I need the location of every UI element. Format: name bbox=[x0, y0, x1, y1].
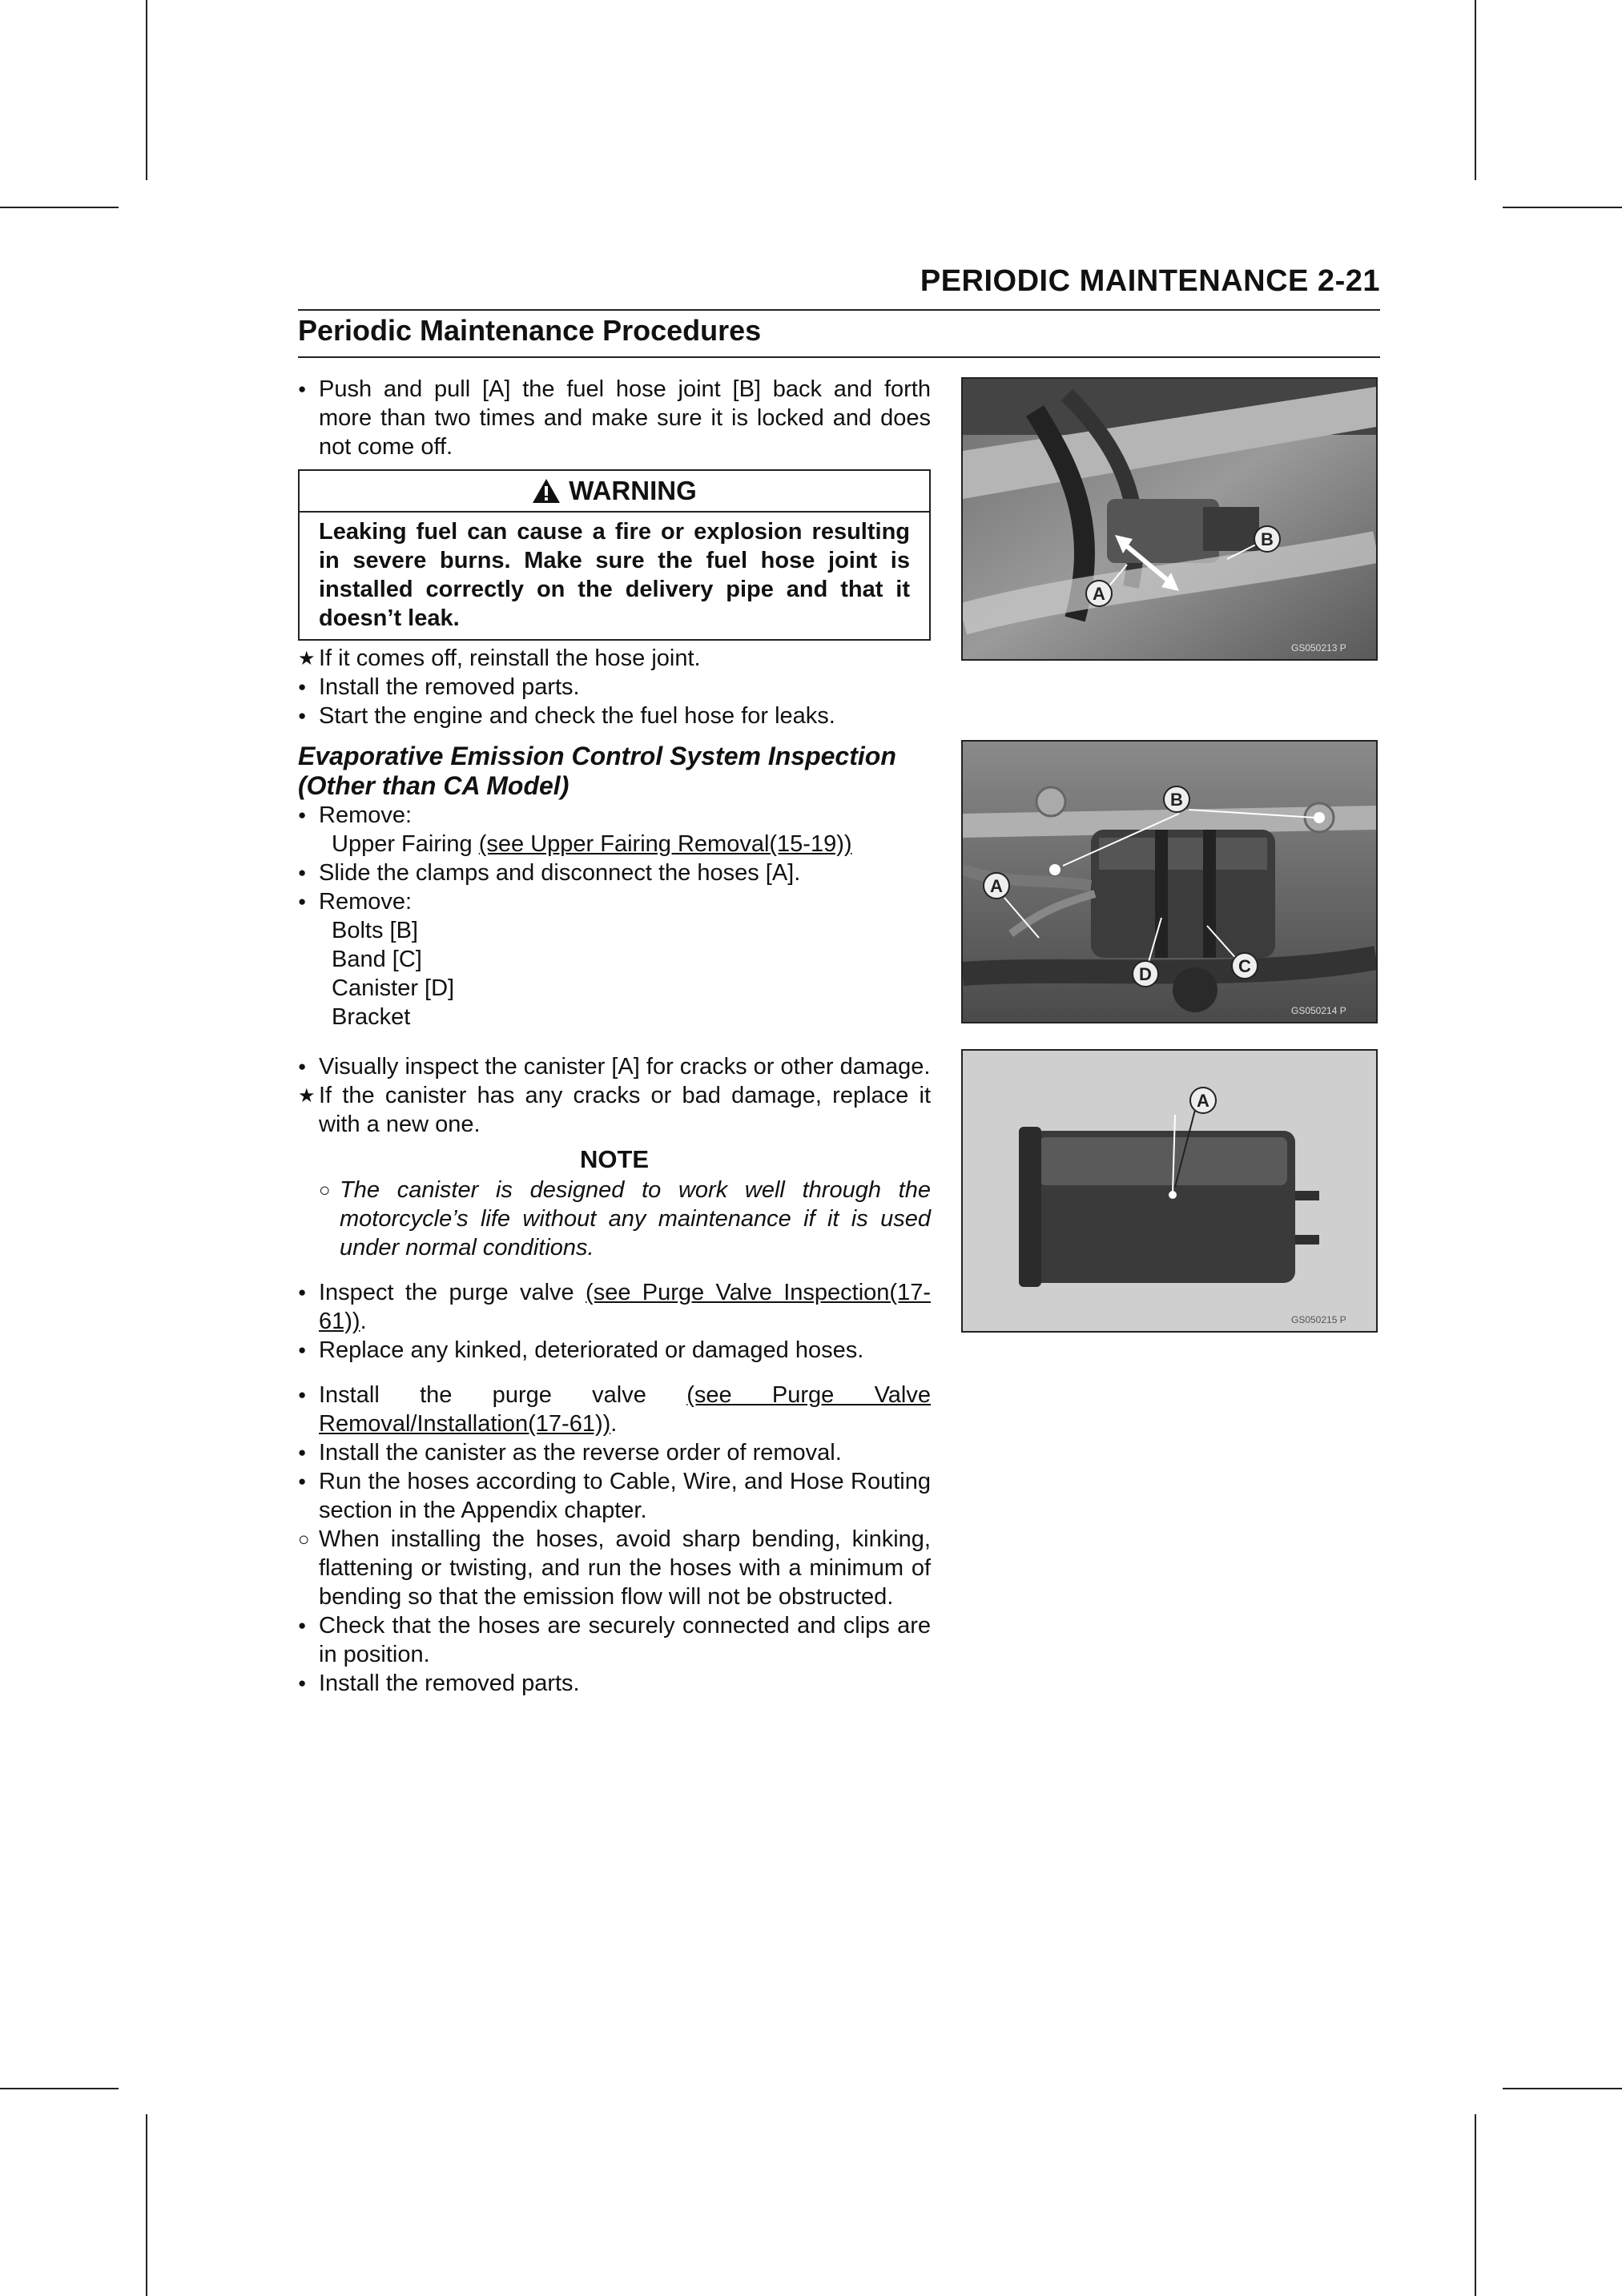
sub-item: Bolts [B] bbox=[332, 918, 418, 943]
list-item: ★ If the canister has any cracks or bad damage, replace it with a new one. bbox=[298, 1081, 931, 1139]
crop-mark bbox=[1475, 2114, 1476, 2296]
bullet-icon bbox=[298, 1611, 319, 1643]
note-label: NOTE bbox=[579, 1145, 650, 1173]
warning-triangle-icon bbox=[532, 478, 561, 504]
fuel-hose-joint-photo bbox=[961, 377, 1378, 661]
sub-item: Canister [D] bbox=[332, 975, 455, 1001]
list-item: ● Inspect the purge valve (see Purge Valve Inspection(17-61)). bbox=[298, 1278, 931, 1336]
list-item: ● Replace any kinked, deteriorated or damaged hoses. bbox=[298, 1336, 931, 1365]
list-item: ● Install the canister as the reverse order of removal. bbox=[298, 1438, 931, 1467]
bullet-icon bbox=[298, 887, 319, 919]
header-rule bbox=[298, 309, 1380, 311]
circle-icon bbox=[319, 1176, 331, 1206]
list-item: ● Push and pull [A] the fuel hose joint [B] back and forth more than two times and make sure it is locked and does not come off. bbox=[298, 375, 931, 461]
circle-icon bbox=[298, 1525, 319, 1555]
callout-label: A bbox=[990, 876, 1003, 896]
figure-code: GS050214 P bbox=[1291, 1005, 1346, 1016]
list-item: ● Remove: bbox=[298, 887, 931, 916]
canister-inspection-steps bbox=[298, 1052, 931, 1698]
bullet-icon bbox=[298, 375, 319, 407]
bullet-icon bbox=[298, 801, 319, 833]
bullet-icon bbox=[298, 1278, 319, 1310]
list-item: ● Slide the clamps and disconnect the hoses [A]. bbox=[298, 858, 931, 887]
callout-label: C bbox=[1238, 956, 1251, 976]
upper-fairing-link[interactable]: (see Upper Fairing Removal(15-19)) bbox=[478, 831, 852, 857]
crop-mark bbox=[146, 2114, 147, 2296]
list-item: ● Start the engine and check the fuel hose for leaks. bbox=[298, 702, 931, 730]
callout-label: A bbox=[1093, 584, 1105, 604]
section-rule bbox=[298, 356, 1380, 358]
warning-label: WARNING bbox=[569, 476, 697, 505]
list-item: ● Visually inspect the canister [A] for cracks or other damage. bbox=[298, 1052, 931, 1081]
list-item: ● Install the removed parts. bbox=[298, 673, 931, 702]
bullet-icon bbox=[298, 1336, 319, 1368]
crop-mark bbox=[1503, 2088, 1622, 2089]
bullet-icon bbox=[298, 1467, 319, 1499]
bullet-icon bbox=[298, 1052, 319, 1084]
list-item: ● Install the purge valve (see Purge Valve Removal/Installation(17-61)). bbox=[298, 1381, 931, 1438]
bullet-icon bbox=[298, 1381, 319, 1413]
callout-label: B bbox=[1170, 790, 1183, 810]
list-item: ● Check that the hoses are securely connected and clips are in position. bbox=[298, 1611, 931, 1669]
crop-mark bbox=[146, 0, 147, 180]
fuel-hose-steps bbox=[298, 375, 931, 730]
star-icon bbox=[298, 644, 319, 674]
bullet-icon bbox=[298, 673, 319, 705]
bullet-icon bbox=[298, 858, 319, 891]
purge-valve-removal-link[interactable]: (see Purge Valve Removal/Installation(17-61)) bbox=[319, 1382, 931, 1437]
bullet-icon bbox=[298, 1669, 319, 1701]
list-item: ● Run the hoses according to Cable, Wire, and Hose Routing section in the Appendix chapter. bbox=[298, 1467, 931, 1525]
callout-label: B bbox=[1261, 529, 1274, 549]
figure-code: GS050215 P bbox=[1291, 1314, 1346, 1325]
star-icon bbox=[298, 1081, 319, 1112]
warning-text: Leaking fuel can cause a fire or explosion resulting in severe burns. Make sure the fuel hose joint is installed correctly on the delivery pipe and that it doesn’t leak. bbox=[319, 519, 910, 631]
crop-mark bbox=[0, 207, 119, 208]
callout-label: A bbox=[1197, 1091, 1209, 1111]
canister-removed-photo bbox=[961, 1049, 1378, 1333]
canister-installed-photo bbox=[961, 740, 1378, 1023]
callout-label: D bbox=[1139, 964, 1152, 984]
section-title: Periodic Maintenance Procedures bbox=[298, 314, 762, 347]
page-header-title: PERIODIC MAINTENANCE 2-21 bbox=[920, 264, 1380, 298]
list-item: ★ If it comes off, reinstall the hose joint. bbox=[298, 644, 931, 673]
purge-valve-inspection-link[interactable]: (see Purge Valve Inspection(17-61)) bbox=[319, 1280, 931, 1334]
figure-code: GS050213 P bbox=[1291, 642, 1346, 653]
subsection-title: Evaporative Emission Control System Inspection (Other than CA Model) bbox=[298, 742, 896, 800]
sub-item: Band [C] bbox=[332, 947, 422, 972]
list-item: ○ When installing the hoses, avoid sharp bending, kinking, flattening or twisting, and run the hoses with a minimum of bending so that the emission flow will not be obstructed. bbox=[298, 1525, 931, 1611]
bullet-icon bbox=[298, 702, 319, 734]
list-item: ● Remove: bbox=[298, 801, 931, 830]
crop-mark bbox=[1475, 0, 1476, 180]
bullet-icon bbox=[298, 1438, 319, 1470]
sub-item: Upper Fairing (see Upper Fairing Removal(15-19)) bbox=[332, 831, 852, 857]
list-item: ● Install the removed parts. bbox=[298, 1669, 931, 1698]
crop-mark bbox=[1503, 207, 1622, 208]
crop-mark bbox=[0, 2088, 119, 2089]
sub-item: Bracket bbox=[332, 1004, 411, 1030]
evap-inspection-section bbox=[298, 742, 931, 1031]
warning-box bbox=[298, 469, 931, 641]
note-item: ○ The canister is designed to work well through the motorcycle’s life without any maintenance if it is used under normal conditions. bbox=[298, 1176, 931, 1262]
warning-header bbox=[300, 471, 929, 513]
